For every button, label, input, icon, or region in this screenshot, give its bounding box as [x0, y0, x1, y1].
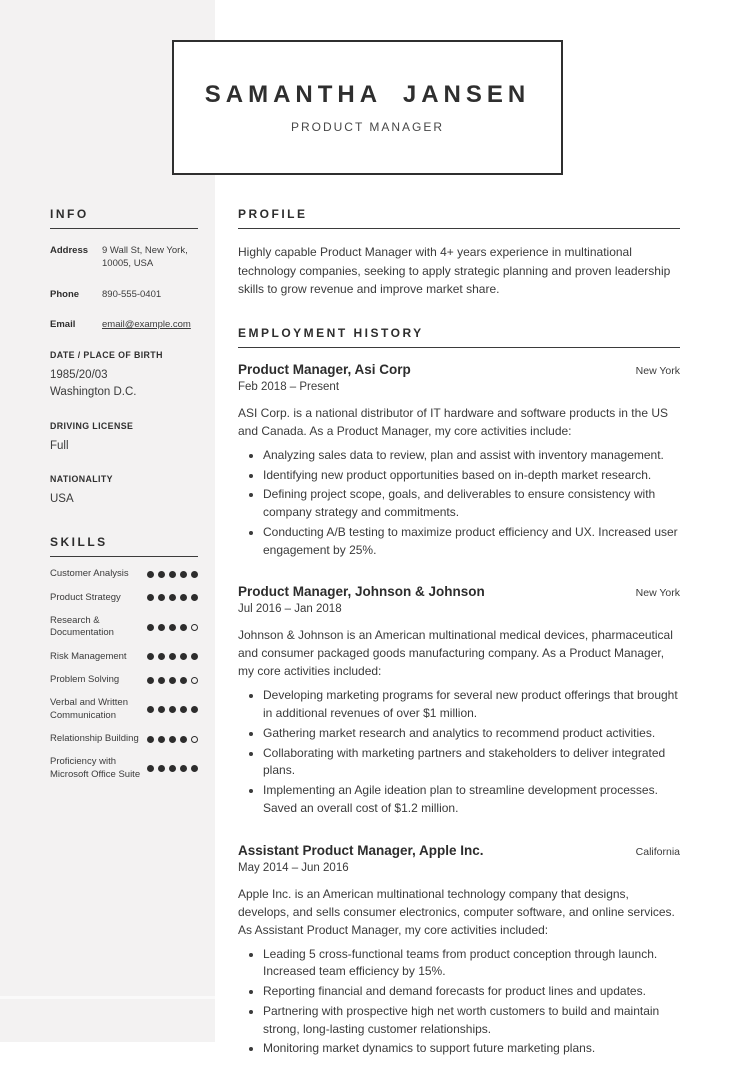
job-entry: [238, 843, 680, 1059]
profile-summary-text: Highly capable Product Manager with 4+ years experience in multinational technology companies, seeking to apply strategic planning and proven leadership skills to grow revenue and improve market share.: [238, 245, 671, 297]
job-bullet-item: • Analyzing sales data to review, plan and assist with inventory management.: [263, 447, 680, 465]
job-header: [238, 584, 680, 599]
skill-dot-filled: [158, 571, 165, 578]
skill-dot-filled: [158, 765, 165, 772]
detail-label: NATIONALITY: [50, 473, 113, 484]
skill-rating-dots: [147, 624, 198, 631]
job-bullet-item: • Collaborating with marketing partners and stakeholders to deliver integrated plans.: [263, 745, 680, 781]
skill-row: [50, 733, 198, 745]
skill-name: Verbal and Written Communication: [50, 697, 128, 721]
job-bullet-item: • Implementing an Agile ideation plan to streamline development processes. Saved an overall cost of $1.2 million.: [263, 782, 680, 818]
skill-rating-dots: [147, 677, 198, 684]
job-bullet-item: • Reporting financial and demand forecasts for product lines and updates.: [263, 983, 680, 1001]
skill-dot-filled: [180, 677, 187, 684]
skill-dot-filled: [180, 571, 187, 578]
skill-row: [50, 651, 198, 663]
job-header: [238, 843, 680, 858]
job-bullet-item: • Leading 5 cross-functional teams from product conception through launch. Increased team efficiency by 15%.: [263, 946, 680, 982]
skill-dot-filled: [147, 653, 154, 660]
skill-dot-filled: [158, 624, 165, 631]
job-bullet-list: [238, 687, 680, 817]
skill-dot-filled: [180, 624, 187, 631]
candidate-name: SAMANTHA JANSEN: [204, 81, 531, 108]
skill-dot-filled: [169, 765, 176, 772]
info-row: [50, 244, 198, 271]
skill-dot-filled: [180, 706, 187, 713]
detail-group: [50, 421, 198, 455]
skill-name: Product Strategy: [50, 591, 121, 603]
job-description: ASI Corp. is a national distributor of IT hardware and software products in the US and Canada. As a Product Manager, my core activities include:: [238, 405, 668, 438]
info-section-heading: INFO: [50, 207, 198, 229]
employment-section-heading: EMPLOYMENT HISTORY: [238, 326, 680, 348]
job-location: New York: [635, 587, 680, 600]
job-bullet-item: • Gathering market research and analytics to recommend product activities.: [263, 725, 680, 743]
skill-dot-filled: [147, 677, 154, 684]
skill-name: Risk Management: [50, 650, 127, 662]
skill-rating-dots: [147, 571, 198, 578]
skill-dot-filled: [169, 736, 176, 743]
skill-dot-filled: [147, 571, 154, 578]
employment-history-section: [238, 326, 680, 1058]
skill-dot-filled: [147, 765, 154, 772]
job-header: [238, 362, 680, 377]
job-dates: Feb 2018 – Present: [238, 380, 340, 393]
skill-row: [50, 615, 198, 640]
skill-dot-filled: [191, 571, 198, 578]
skill-dot-filled: [191, 765, 198, 772]
info-value: 890-555-0401: [102, 288, 162, 300]
skill-dot-filled: [169, 706, 176, 713]
info-row: [50, 288, 198, 301]
skill-rating-dots: [147, 653, 198, 660]
skill-name: Customer Analysis: [50, 568, 129, 580]
skill-row: [50, 592, 198, 604]
job-title: Product Manager, Johnson & Johnson: [238, 584, 485, 600]
skill-dot-filled: [169, 594, 176, 601]
detail-value: 1985/20/03 Washington D.C.: [50, 369, 137, 399]
job-bullet-item: • Identifying new product opportunities based on in-depth market research.: [263, 467, 680, 485]
info-value: 9 Wall St, New York, 10005, USA: [102, 245, 188, 270]
email-link[interactable]: email@example.com: [102, 318, 191, 330]
info-rows: [50, 244, 198, 331]
skill-dot-filled: [180, 653, 187, 660]
info-label: Email: [50, 318, 76, 330]
job-description: Apple Inc. is an American multinational technology company that designs, develops, and sells consumer electronics, computer software, and online services. As Assistant Product Manager, my core activities included:: [238, 886, 675, 937]
detail-value: Full: [50, 439, 69, 452]
detail-value: USA: [50, 492, 74, 505]
skill-dot-filled: [180, 594, 187, 601]
job-dates: May 2014 – Jun 2016: [238, 861, 349, 874]
job-bullet-item: • Monitoring market dynamics to support future marketing plans.: [263, 1040, 680, 1058]
detail-group: [50, 474, 198, 508]
skill-dot-filled: [191, 653, 198, 660]
skill-dot-filled: [158, 594, 165, 601]
detail-groups: [50, 350, 198, 508]
detail-label: DATE / PLACE OF BIRTH: [50, 350, 163, 361]
page-break-line: [0, 996, 215, 999]
skill-dot-filled: [147, 594, 154, 601]
skill-rating-dots: [147, 736, 198, 743]
job-bullet-item: • Conducting A/B testing to maximize product efficiency and UX. Increased user engagement by 25%.: [263, 524, 680, 560]
skill-row: [50, 756, 198, 781]
skill-dot-empty: [191, 677, 198, 684]
skill-rating-dots: [147, 706, 198, 713]
skill-name: Problem Solving: [50, 673, 120, 685]
job-location: California: [635, 845, 680, 858]
skills-section: [50, 535, 198, 781]
skill-rating-dots: [147, 594, 198, 601]
skill-dot-filled: [180, 765, 187, 772]
skill-row: [50, 697, 198, 722]
skill-dot-filled: [147, 736, 154, 743]
skill-rows: [50, 568, 198, 781]
sidebar: [50, 207, 198, 781]
skill-dot-filled: [169, 624, 176, 631]
skill-name: Relationship Building: [50, 732, 139, 744]
job-bullet-item: • Partnering with prospective high net worth customers to build and maintain strong, long-lasting customer relationships.: [263, 1003, 680, 1039]
profile-section-heading: PROFILE: [238, 207, 680, 229]
skill-dot-filled: [158, 653, 165, 660]
job-bullet-list: [238, 946, 680, 1059]
skill-dot-filled: [147, 624, 154, 631]
skill-row: [50, 674, 198, 686]
main-column: [238, 207, 680, 1083]
job-location: New York: [635, 364, 680, 377]
skill-dot-filled: [180, 736, 187, 743]
skills-section-heading: SKILLS: [50, 535, 198, 557]
skill-dot-filled: [147, 706, 154, 713]
skill-dot-filled: [169, 677, 176, 684]
skill-rating-dots: [147, 765, 198, 772]
info-row: [50, 318, 198, 331]
skill-name: Proficiency with Microsoft Office Suite: [50, 756, 141, 780]
job-entry: [238, 584, 680, 817]
skill-dot-empty: [191, 736, 198, 743]
skill-dot-filled: [158, 677, 165, 684]
skill-dot-filled: [169, 653, 176, 660]
info-label: Address: [50, 245, 89, 256]
detail-label: DRIVING LICENSE: [50, 420, 134, 431]
skill-dot-filled: [158, 706, 165, 713]
job-description: Johnson & Johnson is an American multinational medical devices, pharmaceutical and consumer packaged goods manufacturing company. As a Product Manager, my core activities included:: [238, 628, 673, 679]
job-bullet-item: • Defining project scope, goals, and deliverables to ensure consistency with company strategy and commitments.: [263, 486, 680, 522]
job-title: Product Manager, Asi Corp: [238, 361, 411, 377]
info-label: Phone: [50, 288, 80, 300]
skill-dot-empty: [191, 624, 198, 631]
job-entries: [238, 362, 680, 1058]
skill-dot-filled: [169, 571, 176, 578]
job-title: Assistant Product Manager, Apple Inc.: [238, 842, 484, 858]
header-name-box: [172, 40, 563, 175]
job-bullet-list: [238, 447, 680, 560]
job-bullet-item: • Developing marketing programs for several new product offerings that brought in additional revenues of over $1 million.: [263, 687, 680, 723]
skill-dot-filled: [191, 594, 198, 601]
job-entry: [238, 362, 680, 560]
skill-row: [50, 568, 198, 580]
skill-dot-filled: [158, 736, 165, 743]
job-dates: Jul 2016 – Jan 2018: [238, 603, 342, 616]
candidate-job-title: PRODUCT MANAGER: [290, 120, 445, 134]
detail-group: [50, 350, 198, 402]
skill-dot-filled: [191, 706, 198, 713]
skill-name: Research & Documentation: [50, 614, 114, 639]
